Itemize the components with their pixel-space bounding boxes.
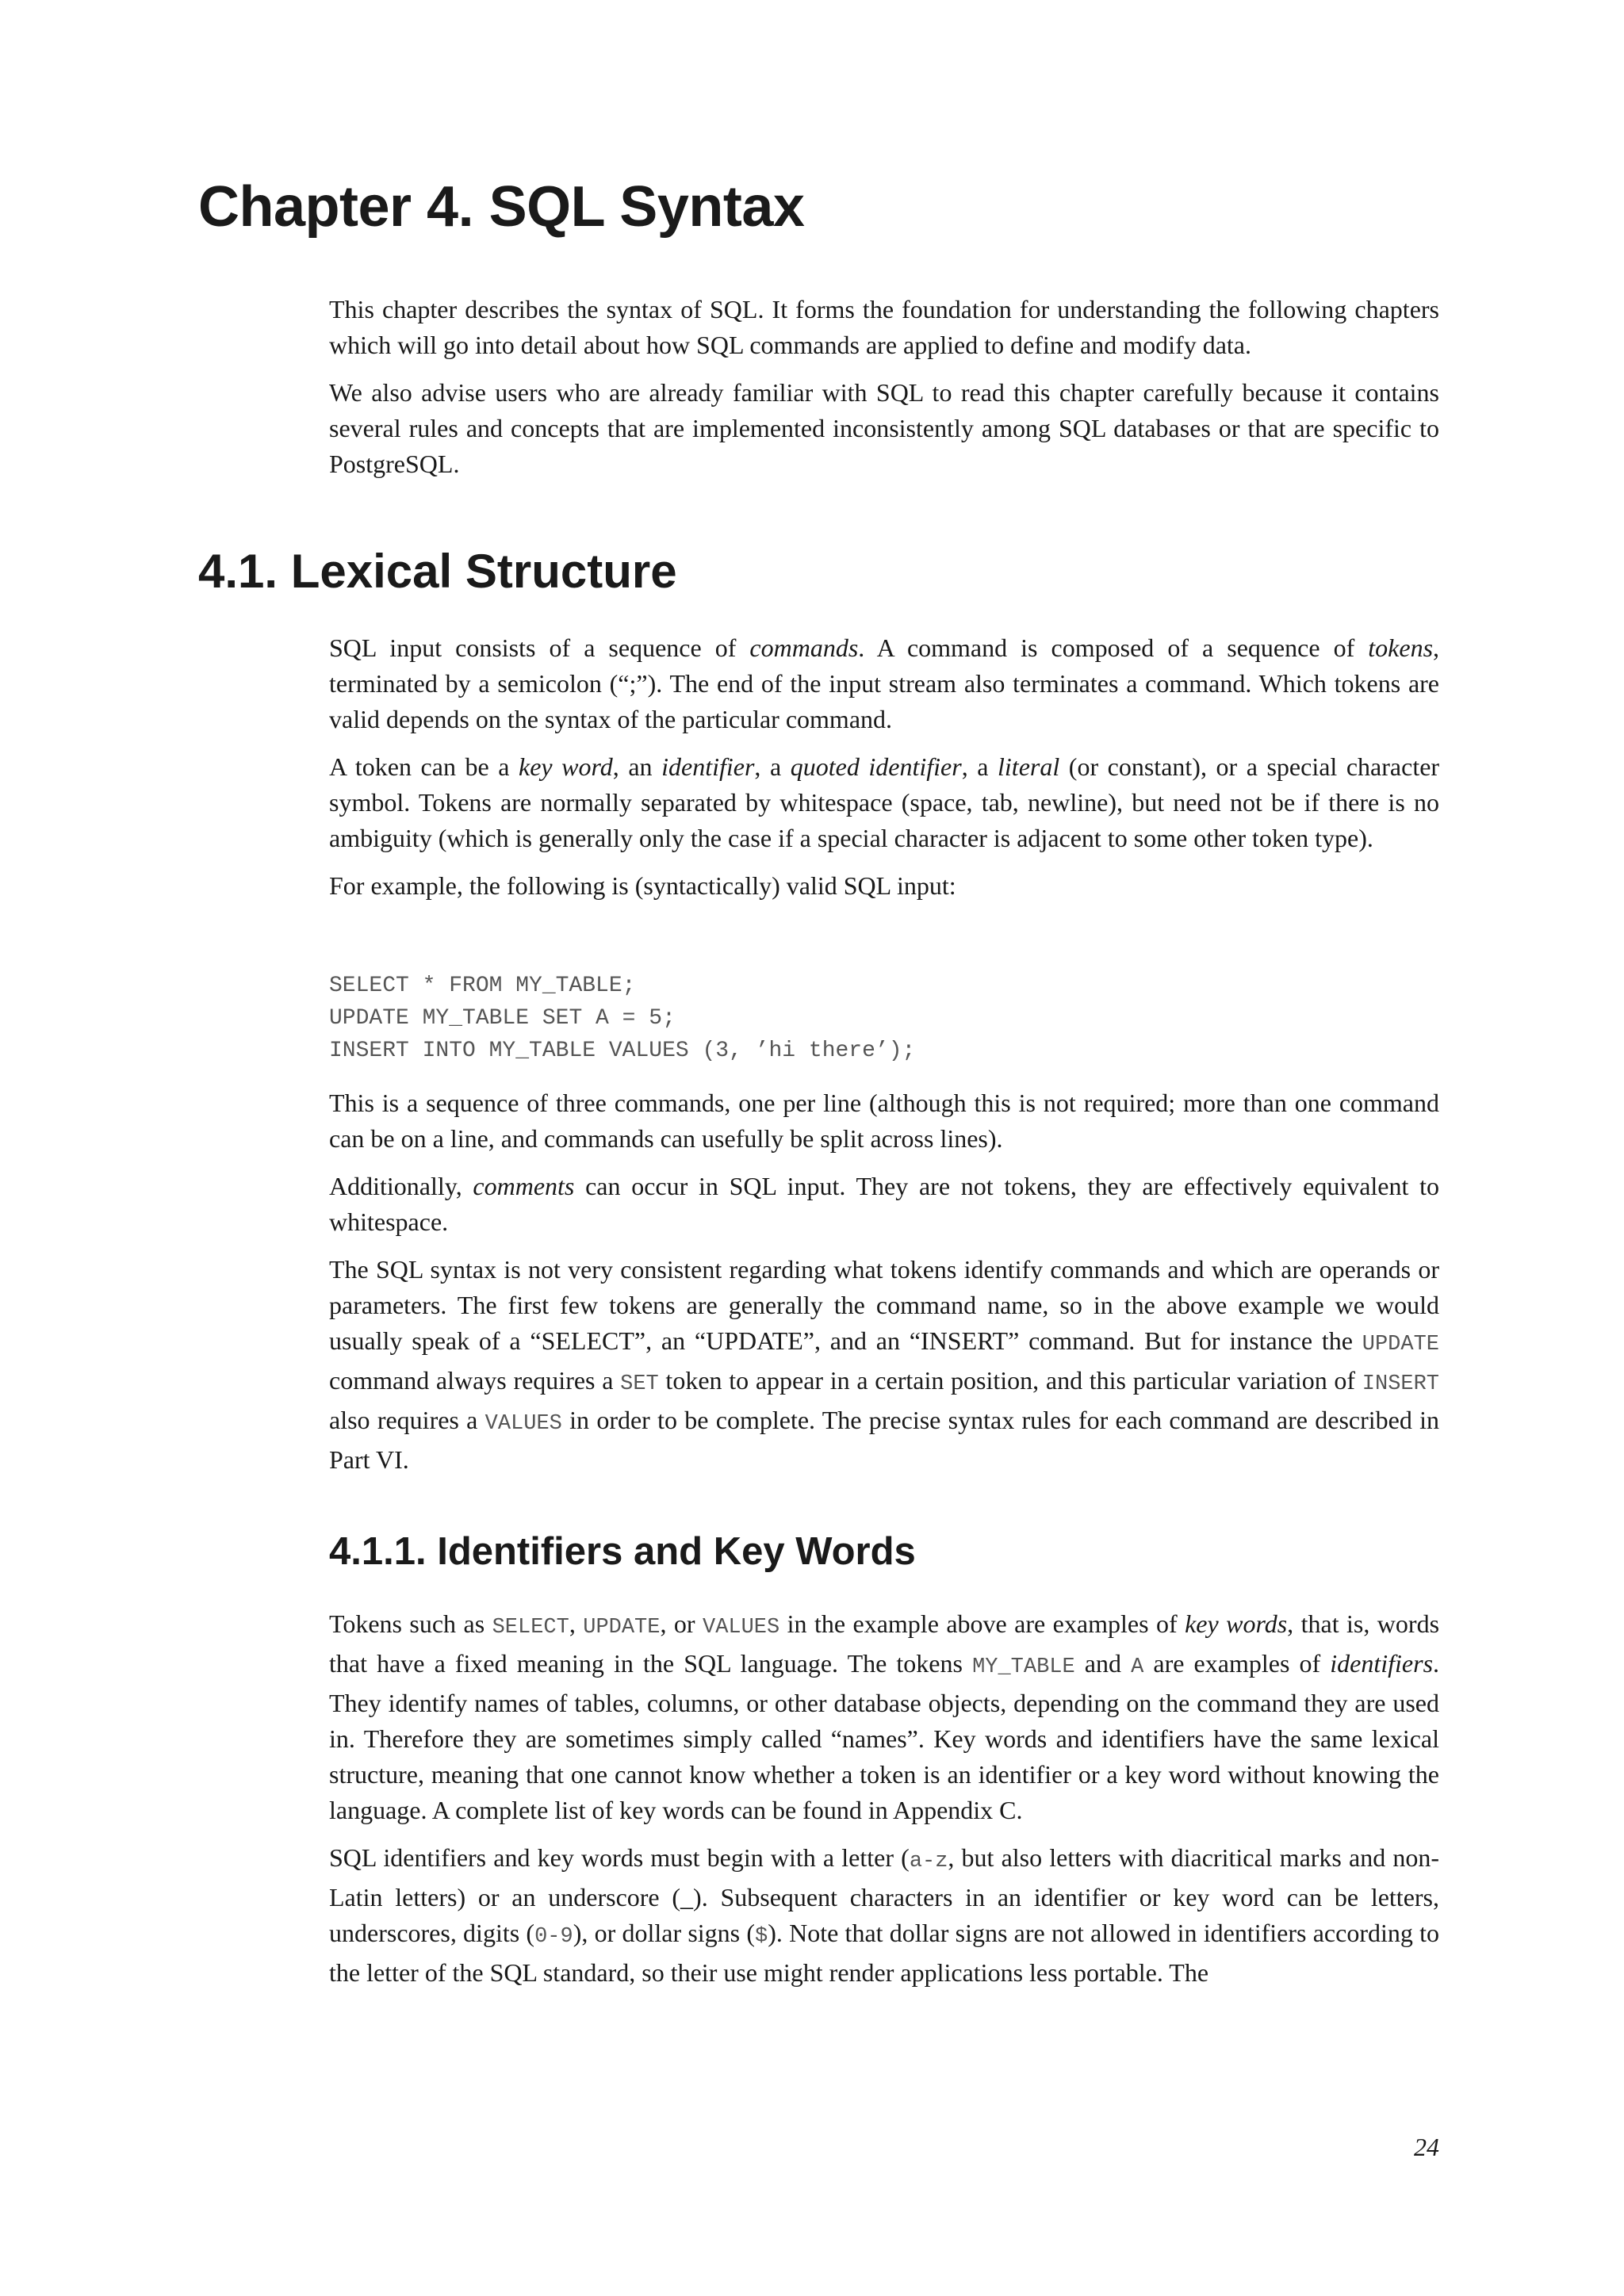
code-line: INSERT INTO MY_TABLE VALUES (3, ’hi there’); xyxy=(329,1039,916,1063)
text-run: , a xyxy=(961,752,998,781)
lexical-paragraph-6 xyxy=(329,1252,1439,1478)
text-run: , that is, words that have a fixed meaning in the SQL language. The tokens xyxy=(329,1609,1440,1678)
code-a-z: a-z xyxy=(909,1850,948,1873)
lexical-paragraph-3: For example, the following is (syntactically) valid SQL input: xyxy=(329,871,956,900)
lexical-paragraph-5 xyxy=(329,1169,1439,1240)
text-run: can occur in SQL input. They are not tokens, they are effectively equivalent to whitespace. xyxy=(329,1172,1440,1236)
lexical-paragraph-2 xyxy=(329,749,1439,856)
term-identifier: identifier xyxy=(661,752,755,781)
identifiers-paragraph-1 xyxy=(329,1606,1439,1828)
term-commands: commands xyxy=(749,633,859,662)
text-run: , but also letters with diacritical marks and non-Latin letters) or an underscore (_). Subsequent characters in an identifier or key word can be letters, underscores, digits ( xyxy=(329,1843,1440,1947)
text-run: , or xyxy=(660,1609,703,1638)
term-key-word: key word xyxy=(519,752,613,781)
intro-paragraph-1: This chapter describes the syntax of SQL. It forms the foundation for understanding the following chapters which will go into detail about how SQL commands are applied to define and modify data. xyxy=(329,295,1439,359)
code-my-table: MY_TABLE xyxy=(972,1655,1075,1679)
text-run: in order to be complete. The precise syntax rules for each command are described in Part VI. xyxy=(329,1406,1440,1474)
code-line: SELECT * FROM MY_TABLE; xyxy=(329,974,636,998)
text-run: The SQL syntax is not very consistent regarding what tokens identify commands and which are operands or parameters. The first few tokens are generally the command name, so in the above example we would usually speak of a “SELECT”, an “UPDATE”, and an “INSERT” command. But for instance the xyxy=(329,1255,1439,1355)
text-run: SQL identifiers and key words must begin with a letter ( xyxy=(329,1843,910,1872)
lexical-paragraph-4: This is a sequence of three commands, one per line (although this is not required; more than one command can be on a line, and commands can usefully be split across lines). xyxy=(329,1089,1439,1153)
lexical-paragraph-1 xyxy=(329,630,1439,737)
code-update: UPDATE xyxy=(583,1616,661,1640)
text-run: ), or dollar signs ( xyxy=(573,1919,756,1947)
lexical-structure-body-continued xyxy=(329,1085,1439,1478)
text-run: in the example above are examples of xyxy=(779,1609,1185,1638)
text-run: , a xyxy=(754,752,791,781)
text-run: A token can be a xyxy=(329,752,519,781)
text-run: . A command is composed of a sequence of xyxy=(858,633,1369,662)
text-run: command always requires a xyxy=(329,1366,621,1395)
text-run: are examples of xyxy=(1143,1649,1331,1678)
page-number: 24 xyxy=(1414,2133,1439,2161)
code-select: SELECT xyxy=(492,1616,569,1640)
text-run: Additionally, xyxy=(329,1172,473,1200)
chapter-intro xyxy=(329,292,1439,482)
identifiers-paragraph-2 xyxy=(329,1840,1439,1991)
code-values: VALUES xyxy=(485,1412,562,1436)
text-run: (or constant), or a special character symbol. Tokens are normally separated by whitespace (space, tab, newline), but need not be if there is no ambiguity (which is generally only the case if a special character is adjacent to some other token type). xyxy=(329,752,1440,852)
text-run: . They identify names of tables, columns, or other database objects, depending on the command they are used in. Therefore they are sometimes simply called “names”. Key words and identifiers have the same lexical structure, meaning that one cannot know whether a token is an identifier or a key word without knowing the language. A complete list of key words can be found in Appendix C. xyxy=(329,1649,1440,1824)
text-run: , an xyxy=(612,752,662,781)
term-comments: comments xyxy=(473,1172,575,1200)
section-title-lexical-structure: 4.1. Lexical Structure xyxy=(198,545,677,598)
code-dollar: $ xyxy=(755,1925,768,1949)
term-literal: literal xyxy=(998,752,1060,781)
term-key-words: key words xyxy=(1185,1609,1288,1638)
code-set: SET xyxy=(620,1372,659,1396)
text-run: ). Note that dollar signs are not allowed in identifiers according to the letter of the SQL standard, so their use might render applications less portable. The xyxy=(329,1919,1440,1987)
text-run: SQL input consists of a sequence of xyxy=(329,633,750,662)
code-update: UPDATE xyxy=(1362,1333,1439,1357)
code-line: UPDATE MY_TABLE SET A = 5; xyxy=(329,1006,676,1031)
chapter-title: Chapter 4. SQL Syntax xyxy=(198,175,805,239)
code-a: A xyxy=(1131,1655,1144,1679)
sql-code-listing xyxy=(329,970,915,1067)
text-run: and xyxy=(1074,1649,1132,1678)
term-identifiers: identifiers xyxy=(1330,1649,1434,1678)
term-tokens: tokens xyxy=(1368,633,1434,662)
code-0-9: 0-9 xyxy=(534,1925,573,1949)
text-run: also requires a xyxy=(329,1406,485,1434)
lexical-structure-body xyxy=(329,630,1439,904)
text-run: , terminated by a semicolon (“;”). The end of the input stream also terminates a command. Which tokens are valid depends on the syntax of the particular command. xyxy=(329,633,1440,733)
term-quoted-identifier: quoted identifier xyxy=(790,752,962,781)
identifiers-body xyxy=(329,1606,1439,1991)
text-run: Tokens such as xyxy=(329,1609,492,1638)
section-title-identifiers-key-words: 4.1.1. Identifiers and Key Words xyxy=(329,1530,916,1573)
text-run: , xyxy=(569,1609,584,1638)
text-run: token to appear in a certain position, and this particular variation of xyxy=(658,1366,1362,1395)
intro-paragraph-2: We also advise users who are already familiar with SQL to read this chapter carefully because it contains several rules and concepts that are implemented inconsistently among SQL databases or that are specific to PostgreSQL. xyxy=(329,378,1439,478)
code-insert: INSERT xyxy=(1362,1372,1440,1396)
code-values: VALUES xyxy=(703,1616,780,1640)
